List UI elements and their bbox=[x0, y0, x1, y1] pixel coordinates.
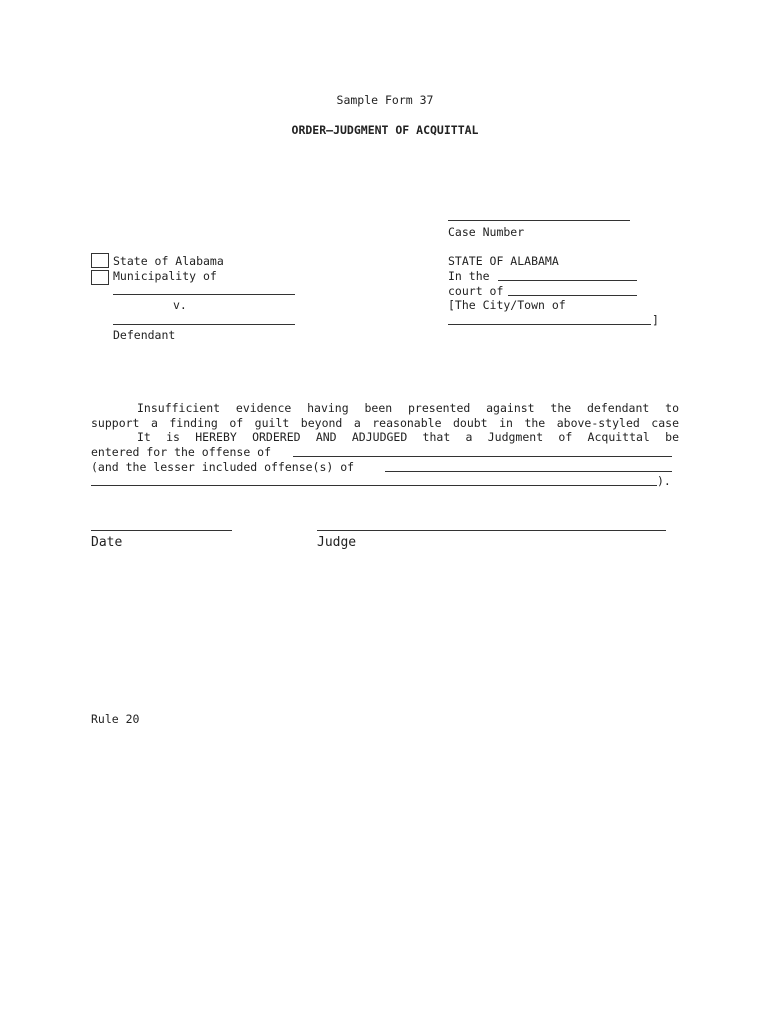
in-the-label: In the bbox=[448, 269, 490, 283]
case-number-label: Case Number bbox=[448, 225, 525, 239]
municipality-label: Municipality of bbox=[113, 269, 217, 283]
defendant-name-field[interactable] bbox=[113, 324, 295, 325]
city-town-label: [The City/Town of bbox=[448, 298, 566, 312]
form-label: Sample Form 37 bbox=[336, 93, 434, 107]
date-field[interactable] bbox=[91, 530, 232, 531]
body-line-6-end: ). bbox=[657, 474, 671, 488]
page-title: ORDER—JUDGMENT OF ACQUITTAL bbox=[291, 123, 479, 137]
plaintiff-name-field[interactable] bbox=[113, 294, 295, 295]
offense-field[interactable] bbox=[293, 456, 672, 457]
date-label: Date bbox=[91, 535, 123, 550]
state-of-alabama-label: State of Alabama bbox=[113, 254, 224, 268]
court-type-field[interactable] bbox=[498, 280, 637, 281]
case-number-field[interactable] bbox=[448, 220, 630, 221]
state-caption: STATE OF ALABAMA bbox=[448, 254, 559, 268]
state-of-alabama-checkbox[interactable] bbox=[91, 253, 109, 268]
defendant-label: Defendant bbox=[113, 328, 176, 342]
municipality-checkbox[interactable] bbox=[91, 270, 109, 285]
city-town-field[interactable] bbox=[448, 324, 651, 325]
body-line-4: entered for the offense of bbox=[91, 445, 272, 459]
judge-label: Judge bbox=[317, 535, 357, 550]
body-line-1: Insufficient evidence having been presented against the defendant to bbox=[137, 401, 679, 415]
court-county-field[interactable] bbox=[508, 295, 637, 296]
body-line-5: (and the lesser included offense(s) of bbox=[91, 460, 355, 474]
body-line-2: support a finding of guilt beyond a reasonable doubt in the above-styled case bbox=[91, 416, 679, 430]
lesser-offense-field-continued[interactable] bbox=[91, 485, 657, 486]
lesser-offense-field[interactable] bbox=[385, 471, 672, 472]
court-of-label: court of bbox=[448, 284, 504, 298]
versus-label: v. bbox=[173, 298, 187, 312]
rule-label: Rule 20 bbox=[91, 712, 140, 726]
body-line-3: It is HEREBY ORDERED AND ADJUDGED that a Judgment of Acquittal be bbox=[137, 430, 679, 444]
close-bracket: ] bbox=[652, 313, 659, 327]
judge-signature-field[interactable] bbox=[317, 530, 666, 531]
